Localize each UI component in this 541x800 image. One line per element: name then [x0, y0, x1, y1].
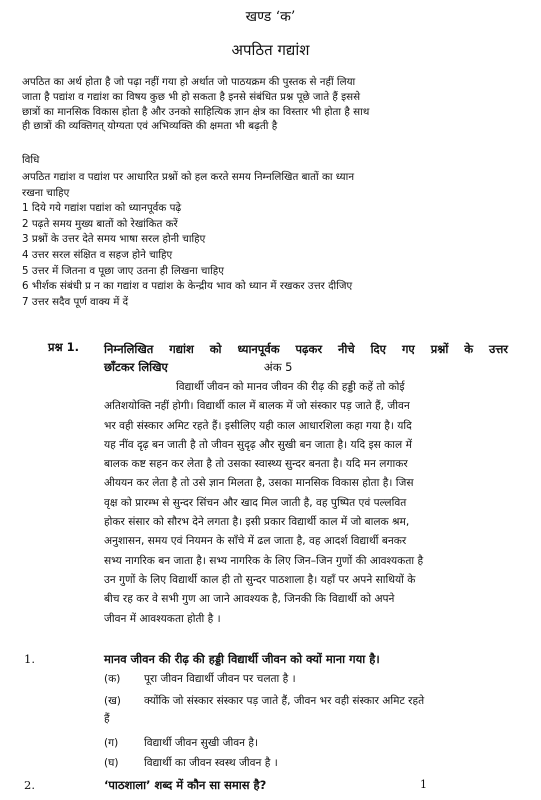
option-kha-continued: हैं — [104, 713, 110, 725]
passage-line: अतिशयोक्ति नहीं होगी। विद्यार्थी काल में बालक में जो संस्कार पड़ जाते हैं, जीवन — [104, 400, 410, 413]
method-line: 7 उत्तर सदैव पूर्ण वाक्य में दें — [22, 295, 129, 308]
marks-label: अंक 5 — [263, 360, 293, 374]
option-ka — [104, 672, 514, 688]
passage-line: होकर संसार को सौरभ देने लगता है। इसी प्रकार विद्यार्थी काल में जो बालक श्रम, — [104, 516, 410, 529]
method-heading: विधि — [22, 154, 40, 166]
instruction-word: गद्यांश — [169, 342, 194, 356]
instruction-word: निम्नलिखित — [104, 342, 154, 356]
passage-line: बालक कष्ट सहन कर लेता है तो उसका स्वास्थ्य सुन्दर बनता है। यदि मन लगाकर — [104, 458, 408, 471]
intro-line: ही छात्रों की व्यक्तिगत् योग्यता एवं अभिव्यक्ति की क्षमता भी बढ़ती है — [22, 120, 278, 133]
method-line: अपठित गद्यांश व पद्यांश पर आधारित प्रश्नों को हल करते समय निम्नलिखित बातों का ध्यान — [22, 171, 355, 183]
method-line: 1 दिये गये गद्यांश पद्यांश को ध्यानपूर्वक पढ़े — [22, 202, 182, 215]
instruction-word: दिए — [370, 342, 387, 356]
passage — [104, 378, 512, 629]
option-label: (क) — [104, 673, 121, 685]
instruction-line-1 — [104, 340, 508, 358]
instruction-word: को — [209, 342, 222, 356]
option-ga — [104, 736, 514, 752]
instruction-line-2 — [104, 358, 508, 376]
option-gha — [104, 756, 514, 772]
intro-paragraph — [22, 75, 522, 134]
option-label: (ग) — [104, 737, 119, 749]
instruction-word: नीचे — [337, 342, 355, 356]
option-text: विद्यार्थी जीवन सुखी जीवन है। — [144, 737, 258, 749]
passage-line: सभ्य नागरिक बन जाता है। सभ्य नागरिक के लिए जिन–जिन गुणों की आवश्यकता है — [104, 554, 424, 567]
option-text: विद्यार्थी का जीवन स्वस्थ जीवन है । — [144, 757, 278, 769]
instruction-word: उत्तर — [489, 342, 508, 356]
question-number: 1. — [24, 652, 35, 666]
passage-line: बीच रह कर वे सभी गुण आ जाने आवश्यक है, जिनकी कि विद्यार्थी को अपने — [104, 593, 395, 606]
option-text: पूरा जीवन विद्यार्थी जीवन पर चलता है । — [144, 673, 296, 685]
passage-line: विद्यार्थी जीवन को मानव जीवन की रीढ़ की हड्डी कहें तो कोई — [176, 381, 405, 393]
intro-line: छात्रों का मानसिक विकास होता है और उनको साहित्यिक ज्ञान क्षेत्र का विस्तार भी होता है साथ — [22, 105, 370, 118]
question-text: ‘पाठशाला’ शब्द में कौन सा समास है? — [104, 778, 267, 792]
option-text: क्योंकि जो संस्कार संस्कार पड़ जाते हैं, जीवन भर वही संस्कार अमिट रहते — [144, 695, 425, 707]
method-line: 4 उत्तर सरल संक्षित व सहज होने चाहिए — [22, 248, 173, 261]
question-1-label: प्रश्न 1. — [48, 340, 80, 354]
method-line: 2 पढ़ते समय मुख्य बातों को रेखांकित करें — [22, 217, 178, 230]
passage-line: वृक्ष को प्रारम्भ से सुन्दर सिंचन और खाद मिल जाती है, वह पुष्पित एवं पल्लवित — [104, 496, 407, 509]
question-text: मानव जीवन की रीढ़ की हड्डी विद्यार्थी जीवन को क्यों माना गया है। — [104, 652, 380, 666]
instruction-word: गए — [401, 342, 415, 356]
method-line: 3 प्रश्नों के उत्तर देते समय भाषा सरल होनी चाहिए — [22, 233, 206, 246]
method-list — [22, 170, 527, 310]
question-number: 2. — [24, 778, 35, 792]
instruction-word: के — [464, 342, 474, 356]
passage-line: यह नींव दृढ़ बन जाती है तो जीवन सुदृढ़ और सुखी बन जाता है। यदि इस काल में — [104, 438, 412, 451]
question-mark: 1 — [420, 778, 427, 791]
instruction-word: ध्यानपूर्वक — [237, 342, 280, 356]
passage-line: उन गुणों के लिए विद्यार्थी काल ही तो सुन्दर पाठशाला है। यहाँ पर अपने साथियों के — [104, 573, 416, 586]
option-label: (ख) — [104, 695, 121, 707]
option-kha — [104, 694, 514, 710]
option-label: (घ) — [104, 757, 119, 769]
page-title: अपठित गद्यांश — [231, 41, 310, 59]
section-title: खण्ड ‘क’ — [245, 9, 296, 25]
passage-line: अनुशासन, समय एवं नियमन के साँचे में ढल जाता है, वह आदर्श विद्यार्थी बनकर — [104, 535, 407, 548]
passage-line: अीययन कर लेता है तो उसे ज्ञान मिलता है, उसका मानसिक विकास होता है। जिस — [104, 477, 414, 490]
instruction-word: प्रश्नों — [430, 342, 449, 356]
method-line: रखना चाहिए — [22, 186, 70, 199]
method-line: 5 उत्तर में जितना व पूछा जाए उतना ही लिखना चाहिए — [22, 264, 224, 277]
method-line: 6 भीर्शक संबंधी प्र न का गद्यांश व पद्यांश के केन्द्रीय भाव को ध्यान में रखकर उत्तर दीजिए — [22, 280, 353, 293]
intro-line: जाता है पद्यांश व गद्यांश का विषय कुछ भी हो सकता है इनसे संबंधित प्रश्न पूछे जाते हैं इससे — [22, 90, 361, 103]
question-1-instruction — [104, 340, 508, 376]
instruction-text: छाँटकर लिखिए — [104, 360, 168, 374]
instruction-word: पढ़कर — [295, 342, 323, 356]
intro-line: अपठित का अर्थ होता है जो पढ़ा नहीं गया हो अर्थात जो पाठयक्रम की पुस्तक से नहीं लिया — [22, 76, 356, 88]
passage-line: भर वही संस्कार अमिट रहते हैं। इसीलिए यही काल आधारशिला कहा गया है। यदि — [104, 419, 412, 432]
passage-line: जीवन में आवश्यकता होती है । — [104, 612, 221, 625]
